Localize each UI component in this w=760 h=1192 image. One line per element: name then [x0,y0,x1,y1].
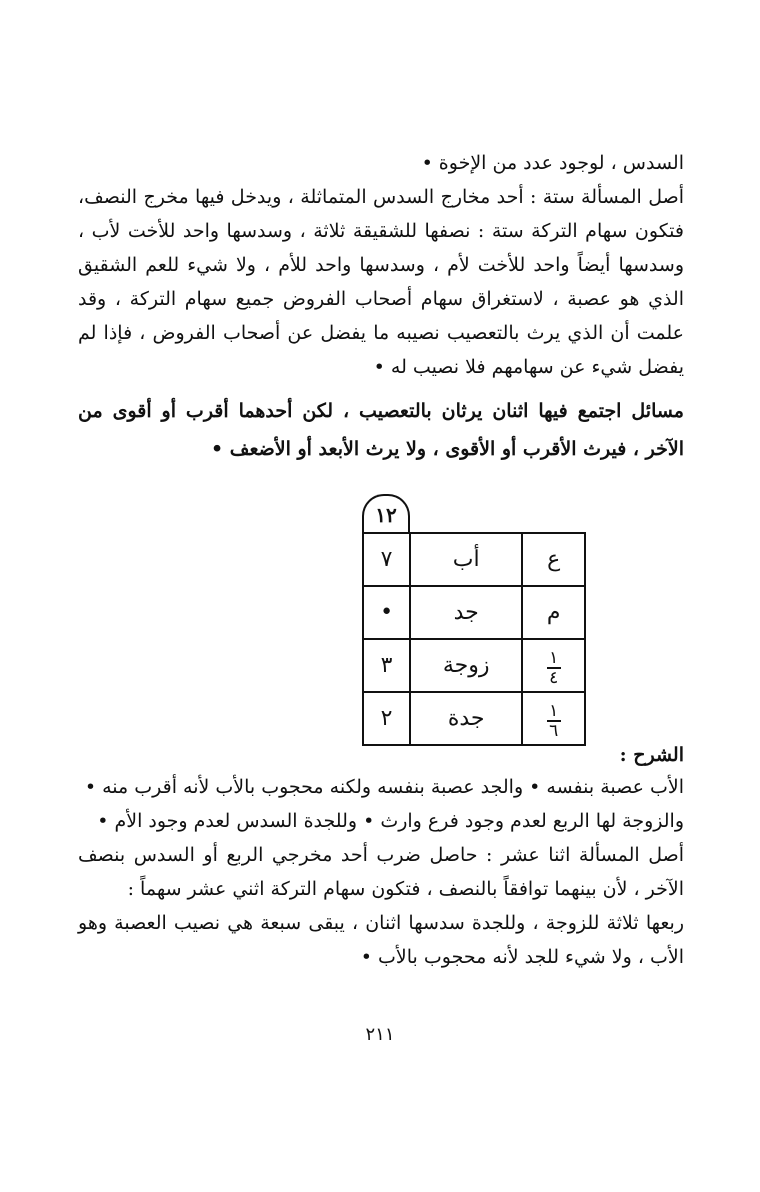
sahm-cell: ٧ [363,533,410,586]
sahm-cell: ٣ [363,639,410,692]
page-number: ٢١١ [365,1024,395,1045]
sahm-cell: • [363,586,410,639]
fraction-denominator: ٤ [549,668,559,688]
paragraph-1: السدس ، لوجود عدد من الإخوة • [421,152,684,174]
sharh-paragraph-1: الأب عصبة بنفسه • والجد عصبة بنفسه ولكنه محجوب بالأب لأنه أقرب منه • [84,776,684,798]
share-cell [522,639,585,692]
paragraph-2: أصل المسألة ستة : أحد مخارج السدس المتماثلة ، ويدخل فيها مخرج النصف، فتكون سهام التركة ستة : نصفها للشقيقة ثلاثة ، وسدسها واحد للأخت لأب ، وسدسها أيضاً واحد للأخت لأم ، وسدسها واحد للأم ، ولا شيء للعم الشقيق الذي هو عصبة ، لاستغراق سهام أصحاب الفروض جميع سهام التركة ، وقد علمت أن الذي يرث بالتعصيب نصيبه ما يفضل عن أصحاب الفروض ، فإذا لم يفضل شيء عن سهامهم فلا نصيب له • [78,186,684,378]
sharh-paragraph-4: ربعها ثلاثة للزوجة ، وللجدة سدسها اثنان ، يبقى سبعة هي نصيب العصبة وهو الأب ، ولا شيء للجد لأنه محجوب بالأب • [78,912,684,968]
sharh-section [78,740,684,974]
table-row [363,692,585,745]
base-cell: ١٢ [362,494,410,534]
table-row [363,639,585,692]
heir-cell: زوجة [410,639,522,692]
sharh-paragraph-2: والزوجة لها الربع لعدم وجود فرع وارث • وللجدة السدس لعدم وجود الأم • [97,810,684,832]
fraction-denominator: ٦ [549,721,559,741]
table-row [363,586,585,639]
section-heading: مسائل اجتمع فيها اثنان يرثان بالتعصيب ، لكن أحدهما أقرب أو أقوى من الآخر ، فيرث الأقرب أو الأقوى ، ولا يرث الأبعد أو الأضعف • [78,400,684,460]
table-row [363,533,585,586]
share-cell: ع [522,533,585,586]
fraction-numerator: ١ [549,701,559,721]
fraction-numerator: ١ [549,648,559,668]
share-cell: م [522,586,585,639]
heirs-grid [362,532,586,746]
heir-cell: جد [410,586,522,639]
fraction [547,702,561,740]
inheritance-table [362,494,586,741]
sharh-paragraph-3: أصل المسألة اثنا عشر : حاصل ضرب أحد مخرجي الربع أو السدس بنصف الآخر ، لأن بينهما توافقاً بالنصف ، فتكون سهام التركة اثني عشر سهماً : [78,844,684,900]
share-cell [522,692,585,745]
sharh-title: الشرح : [619,744,684,766]
sahm-cell: ٢ [363,692,410,745]
heir-cell: جدة [410,692,522,745]
heir-cell: أب [410,533,522,586]
page-body [78,146,684,468]
fraction [547,649,561,687]
